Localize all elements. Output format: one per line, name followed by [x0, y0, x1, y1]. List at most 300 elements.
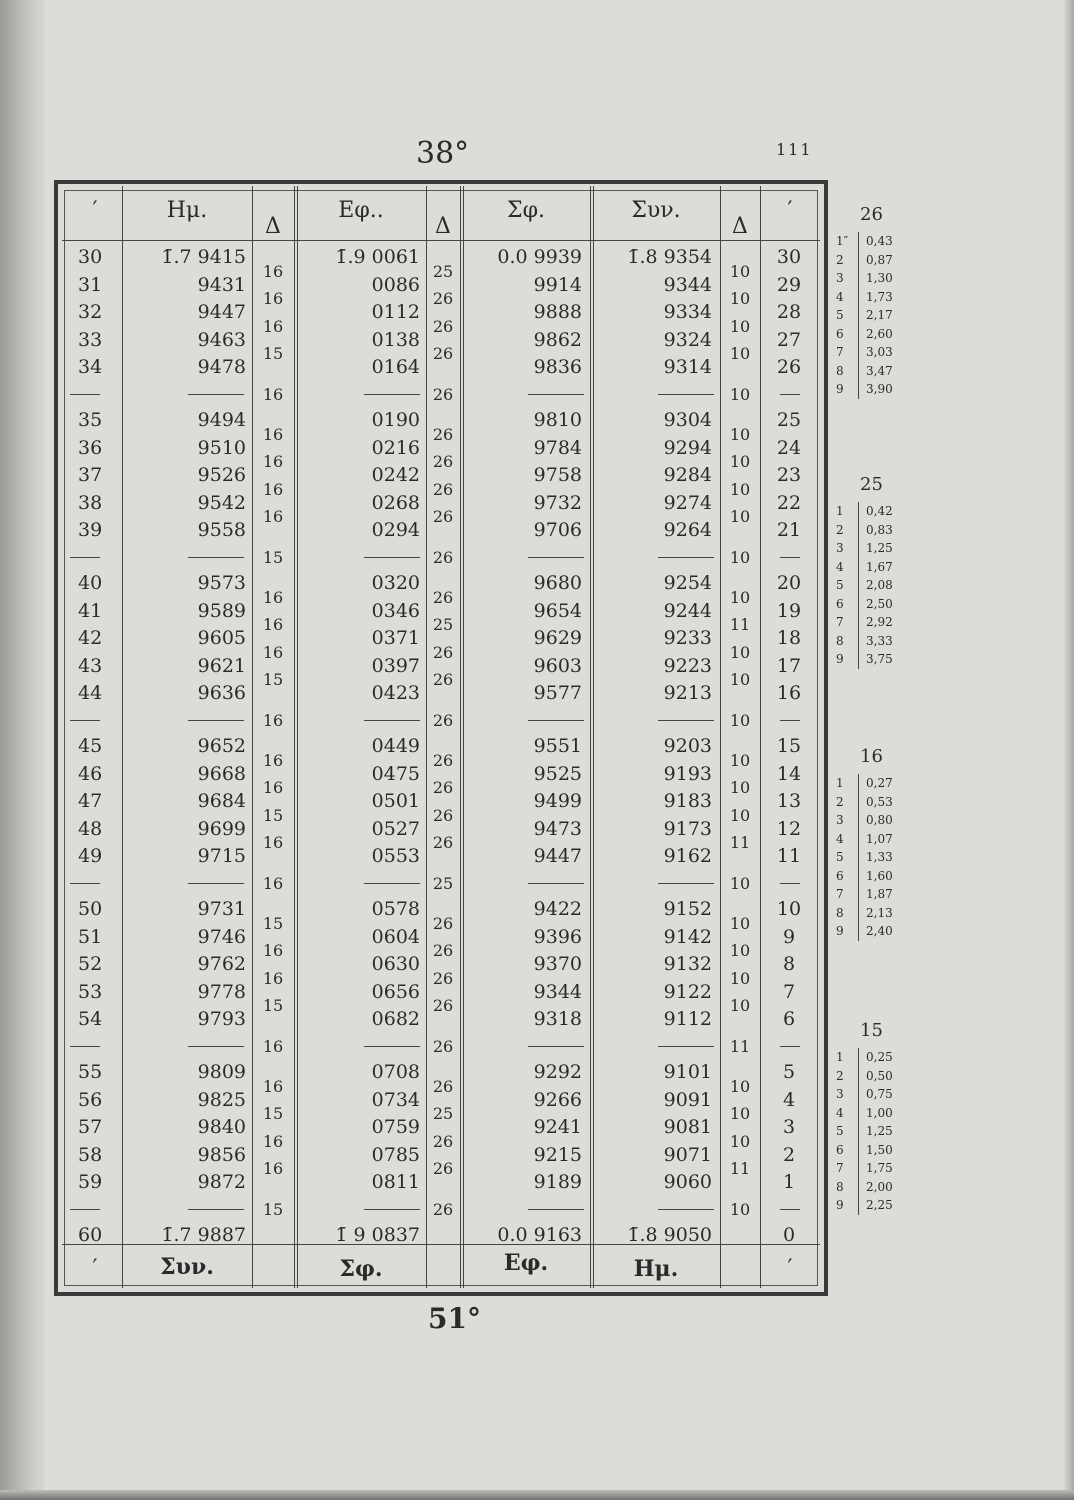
page-edge-left [0, 0, 44, 1500]
delta-sin: 16 [262, 968, 284, 988]
minute-right-cell: 28 [776, 301, 802, 323]
pp-value: 1,33 [866, 850, 893, 864]
group-separator [658, 1046, 714, 1047]
cos-cell: 9183 [663, 790, 712, 812]
delta-tan: 25 [432, 261, 454, 281]
group-separator [658, 720, 714, 721]
cot-cell: 9370 [533, 953, 582, 975]
tan-cell: 0164 [371, 356, 420, 378]
pp-value: 1,67 [866, 559, 893, 574]
sin-cell: 9715 [197, 845, 246, 867]
pp-value: 2,00 [866, 1179, 893, 1194]
group-separator [364, 720, 420, 721]
sin-cell: 9793 [197, 1008, 246, 1030]
cot-cell: 9318 [533, 1008, 582, 1030]
pp-title: 25 [860, 474, 883, 495]
cot-cell: 9914 [533, 273, 582, 296]
delta-tan: 26 [432, 507, 454, 527]
cos-cell: 9112 [663, 1008, 712, 1030]
sin-cell: 9431 [197, 273, 246, 296]
delta-cos: 10 [729, 750, 751, 770]
cot-cell: 9888 [533, 301, 582, 323]
sin-cell: 9762 [197, 953, 246, 975]
minute-right-cell: 9 [782, 925, 796, 948]
delta-cos: 10 [729, 968, 751, 988]
delta-tan: 26 [432, 384, 454, 404]
pp-index: 3 [836, 1087, 844, 1101]
delta-sin: 16 [262, 833, 284, 853]
pp-rule [858, 232, 859, 399]
group-separator [70, 1046, 100, 1047]
minute-cell: 50 [78, 898, 103, 920]
delta-tan: 26 [432, 1131, 454, 1151]
pp-index: 8 [836, 1179, 844, 1194]
delta-sin: 16 [262, 587, 284, 607]
group-separator [780, 883, 800, 884]
minute-cell: 58 [78, 1143, 103, 1166]
delta-cos: 10 [729, 384, 751, 404]
cos-cell: 9274 [663, 491, 712, 514]
pp-value: 0,43 [866, 234, 893, 248]
pp-value: 0,83 [866, 522, 893, 537]
delta-tan: 26 [432, 587, 454, 607]
minute-right-cell: 30 [776, 246, 802, 268]
delta-sin: 16 [262, 424, 284, 444]
tan-cell: 0553 [371, 845, 420, 867]
bottom-degree: 51° [428, 1302, 481, 1335]
sin-cell: 9447 [197, 301, 246, 323]
header-delta: Δ [732, 214, 748, 239]
pp-value: 0,42 [866, 504, 893, 518]
sin-cell: 9825 [197, 1088, 246, 1111]
minute-right-cell: 2 [782, 1143, 796, 1166]
delta-sin: 15 [262, 805, 284, 825]
tan-cell: 0604 [371, 925, 420, 948]
sin-cell: 9731 [197, 898, 246, 920]
minute-cell: 48 [78, 817, 103, 840]
pp-value: 0,80 [866, 813, 893, 827]
header-minute-right: ′ [787, 198, 793, 223]
pp-index: 7 [836, 345, 844, 359]
cot-cell: 9499 [533, 790, 582, 812]
minute-cell: 43 [78, 654, 103, 677]
minute-right-cell: 10 [776, 898, 802, 920]
delta-tan: 25 [432, 615, 454, 635]
delta-tan: 26 [432, 1076, 454, 1096]
group-separator [528, 883, 584, 884]
minute-cell: 34 [78, 356, 103, 378]
delta-sin: 16 [262, 507, 284, 527]
pp-value: 3,90 [866, 382, 893, 396]
tan-cell: 0190 [371, 409, 420, 431]
group-separator [528, 394, 584, 395]
group-separator [528, 1209, 584, 1210]
col-rule [252, 186, 253, 1288]
tan-cell: 0423 [371, 682, 420, 704]
tan-cell: 0734 [371, 1088, 420, 1111]
minute-right-cell: 25 [776, 409, 802, 431]
cos-cell: 9233 [663, 627, 712, 649]
header-cot: Σφ. [507, 198, 545, 223]
sin-cell: 9573 [197, 572, 246, 594]
pp-value: 3,33 [866, 633, 893, 648]
pp-value: 2,13 [866, 905, 893, 920]
cot-cell: 9862 [533, 328, 582, 351]
tan-cell: 0371 [371, 627, 420, 649]
minute-right-cell: 16 [776, 682, 802, 704]
pp-title: 16 [860, 746, 883, 767]
delta-tan: 26 [432, 968, 454, 988]
pp-value: 0,27 [866, 776, 893, 790]
header-cos: Συν. [631, 198, 681, 223]
delta-sin: 15 [262, 996, 284, 1016]
minute-cell: 40 [78, 572, 103, 594]
cos-cell: 9294 [663, 436, 712, 459]
minute-right-cell: 24 [776, 436, 802, 459]
minute-cell: 52 [78, 953, 103, 975]
sin-cell: 9840 [197, 1116, 246, 1138]
cos-cell: 9213 [663, 682, 712, 704]
delta-tan: 26 [432, 642, 454, 662]
minute-cell: 57 [78, 1116, 103, 1138]
delta-sin: 16 [262, 778, 284, 798]
pp-value: 2,08 [866, 578, 893, 592]
tan-cell: 0320 [371, 572, 420, 594]
header-tan: Εφ.. [338, 198, 384, 223]
pp-value: 3,03 [866, 345, 893, 359]
delta-sin: 15 [262, 1104, 284, 1124]
pp-value: 1,00 [866, 1105, 893, 1120]
minute-right-cell: 7 [782, 980, 796, 1003]
footer-minute-right: ′ [787, 1256, 793, 1281]
cos-cell: 1̄.8 9050 [627, 1224, 712, 1246]
delta-tan: 26 [432, 479, 454, 499]
pp-value: 0,53 [866, 794, 893, 809]
minute-right-cell: 27 [776, 328, 802, 351]
pp-index: 6 [836, 1142, 844, 1157]
cot-cell: 9603 [533, 654, 582, 677]
delta-cos: 11 [729, 1159, 751, 1179]
tan-cell: 0708 [371, 1061, 420, 1083]
delta-cos: 10 [729, 1076, 751, 1096]
delta-sin: 16 [262, 479, 284, 499]
sin-cell: 9558 [197, 519, 246, 541]
delta-cos: 10 [729, 261, 751, 281]
minute-right-cell: 12 [776, 817, 802, 840]
pp-title: 26 [860, 204, 883, 225]
cot-cell: 9629 [533, 627, 582, 649]
tan-cell: 0656 [371, 980, 420, 1003]
pp-value: 2,17 [866, 308, 893, 322]
pp-value: 1,75 [866, 1161, 893, 1175]
group-separator [364, 1209, 420, 1210]
sin-cell: 9856 [197, 1143, 246, 1166]
group-separator [658, 557, 714, 558]
tan-cell: 1̄.9 0061 [335, 246, 420, 268]
group-separator [364, 1046, 420, 1047]
col-rule [122, 186, 123, 1288]
cos-cell: 9193 [663, 762, 712, 785]
pp-index: 9 [836, 1198, 844, 1212]
minute-cell: 55 [78, 1061, 103, 1083]
delta-tan: 26 [432, 710, 454, 730]
sin-cell: 9463 [197, 328, 246, 351]
group-separator [528, 720, 584, 721]
delta-cos: 10 [729, 710, 751, 730]
pp-index: 8 [836, 633, 844, 648]
delta-sin: 16 [262, 289, 284, 309]
minute-right-cell: 8 [782, 953, 796, 975]
minute-right-cell: 5 [782, 1061, 796, 1083]
delta-tan: 26 [432, 316, 454, 336]
tan-cell: 0138 [371, 328, 420, 351]
header-rule [62, 240, 820, 241]
minute-cell: 56 [78, 1088, 103, 1111]
tan-cell: 0475 [371, 762, 420, 785]
minute-right-cell: 18 [776, 627, 802, 649]
delta-cos: 10 [729, 642, 751, 662]
delta-tan: 26 [432, 670, 454, 690]
pp-value: 1,07 [866, 831, 893, 846]
cos-cell: 9091 [663, 1088, 712, 1111]
minute-right-cell: 15 [776, 735, 802, 757]
delta-tan: 26 [432, 913, 454, 933]
delta-sin: 16 [262, 452, 284, 472]
minute-cell: 59 [78, 1171, 103, 1193]
delta-tan: 26 [432, 778, 454, 798]
minute-cell: 53 [78, 980, 103, 1003]
delta-sin: 16 [262, 1076, 284, 1096]
col-rule [426, 186, 427, 1288]
pp-value: 1,50 [866, 1142, 893, 1157]
header-sin: Ημ. [166, 198, 208, 223]
pp-index: 3 [836, 813, 844, 827]
delta-tan: 26 [432, 452, 454, 472]
delta-tan: 26 [432, 1159, 454, 1179]
pp-index: 6 [836, 326, 844, 341]
delta-sin: 15 [262, 1199, 284, 1219]
pp-index: 2 [836, 794, 844, 809]
minute-cell: 54 [78, 1008, 103, 1030]
minute-cell: 42 [78, 627, 103, 649]
tan-cell: 0216 [371, 436, 420, 459]
cos-cell: 9314 [663, 356, 712, 378]
delta-cos: 10 [729, 805, 751, 825]
pp-index: 6 [836, 868, 844, 883]
minute-cell: 46 [78, 762, 103, 785]
cos-cell: 9060 [663, 1171, 712, 1193]
pp-value: 0,87 [866, 252, 893, 267]
pp-value: 2,50 [866, 596, 893, 611]
col-rule [720, 186, 721, 1288]
sin-cell: 9605 [197, 627, 246, 649]
cot-cell: 9422 [533, 898, 582, 920]
group-separator [780, 557, 800, 558]
cot-cell: 9758 [533, 464, 582, 486]
group-separator [780, 720, 800, 721]
delta-cos: 11 [729, 833, 751, 853]
minute-right-cell: 1 [782, 1171, 796, 1193]
delta-sin: 16 [262, 710, 284, 730]
group-separator [70, 557, 100, 558]
minute-cell: 44 [78, 682, 103, 704]
minute-cell: 45 [78, 735, 103, 757]
delta-sin: 16 [262, 873, 284, 893]
cot-cell: 0.0 9163 [497, 1224, 582, 1246]
cos-cell: 9162 [663, 845, 712, 867]
delta-sin: 16 [262, 1131, 284, 1151]
minute-cell: 49 [78, 845, 103, 867]
minute-right-cell: 19 [776, 599, 802, 622]
minute-cell: 33 [78, 328, 103, 351]
cos-cell: 9244 [663, 599, 712, 622]
cos-cell: 9324 [663, 328, 712, 351]
sin-cell: 9621 [197, 654, 246, 677]
cos-cell: 9071 [663, 1143, 712, 1166]
pp-title: 15 [860, 1020, 883, 1041]
pp-index: 9 [836, 652, 844, 666]
tan-cell: 0811 [371, 1171, 420, 1193]
cos-cell: 9173 [663, 817, 712, 840]
cot-cell: 9810 [533, 409, 582, 431]
tan-cell: 0112 [371, 301, 420, 323]
footer-cos: Συν. [160, 1254, 214, 1280]
cos-cell: 9223 [663, 654, 712, 677]
minute-right-cell: 4 [782, 1088, 796, 1111]
sin-cell: 9778 [197, 980, 246, 1003]
tan-cell: 0242 [371, 464, 420, 486]
minute-cell: 31 [78, 273, 103, 296]
minute-cell: 39 [78, 519, 103, 541]
cos-cell: 9264 [663, 519, 712, 541]
delta-tan: 26 [432, 805, 454, 825]
delta-sin: 16 [262, 941, 284, 961]
group-separator [188, 883, 244, 884]
top-degree: 38° [416, 136, 470, 171]
page-edge-right [1064, 0, 1074, 1500]
pp-value: 1,87 [866, 887, 893, 901]
pp-value: 0,50 [866, 1068, 893, 1083]
cot-cell: 9344 [533, 980, 582, 1003]
group-separator [188, 720, 244, 721]
tan-cell: 0086 [371, 273, 420, 296]
minute-cell: 47 [78, 790, 103, 812]
cot-cell: 9189 [533, 1171, 582, 1193]
cot-cell: 9266 [533, 1088, 582, 1111]
sin-cell: 9478 [197, 356, 246, 378]
pp-index: 4 [836, 1105, 844, 1120]
pp-index: 9 [836, 924, 844, 938]
pp-value: 1,60 [866, 868, 893, 883]
delta-cos: 10 [729, 1104, 751, 1124]
tan-cell: 0397 [371, 654, 420, 677]
cos-cell: 9122 [663, 980, 712, 1003]
minute-right-cell: 29 [776, 273, 802, 296]
pp-index: 5 [836, 1124, 844, 1138]
tan-cell: 0294 [371, 519, 420, 541]
delta-cos: 10 [729, 873, 751, 893]
sin-cell: 9589 [197, 599, 246, 622]
pp-value: 2,25 [866, 1198, 893, 1212]
delta-cos: 10 [729, 1199, 751, 1219]
delta-tan: 25 [432, 1104, 454, 1124]
header-minute: ′ [92, 198, 98, 223]
tan-cell: 0501 [371, 790, 420, 812]
pp-index: 8 [836, 363, 844, 378]
pp-index: 2 [836, 1068, 844, 1083]
cot-cell: 9577 [533, 682, 582, 704]
sin-cell: 1̄.7 9887 [161, 1224, 246, 1246]
pp-index: 1 [836, 776, 844, 790]
footer-cot: Σφ. [339, 1256, 383, 1282]
cot-cell: 9706 [533, 519, 582, 541]
delta-sin: 15 [262, 547, 284, 567]
group-separator [658, 883, 714, 884]
cot-cell: 0.0 9939 [497, 246, 582, 268]
delta-cos: 10 [729, 344, 751, 364]
pp-index: 5 [836, 850, 844, 864]
delta-cos: 11 [729, 615, 751, 635]
header-delta: Δ [265, 214, 281, 239]
cot-cell: 9447 [533, 845, 582, 867]
cot-cell: 9551 [533, 735, 582, 757]
footer-minute: ′ [92, 1256, 98, 1281]
pp-value: 3,75 [866, 652, 893, 666]
footer-sin: Ημ. [633, 1256, 679, 1282]
group-separator [528, 1046, 584, 1047]
group-separator [188, 1209, 244, 1210]
pp-index: 1 [836, 504, 844, 518]
pp-value: 2,60 [866, 326, 893, 341]
group-separator [658, 394, 714, 395]
delta-sin: 15 [262, 913, 284, 933]
cos-cell: 9344 [663, 273, 712, 296]
pp-index: 3 [836, 541, 844, 555]
minute-right-cell: 22 [776, 491, 802, 514]
delta-cos: 10 [729, 996, 751, 1016]
pp-index: 2 [836, 252, 844, 267]
delta-cos: 10 [729, 778, 751, 798]
delta-cos: 10 [729, 424, 751, 444]
cot-cell: 9680 [533, 572, 582, 594]
delta-tan: 26 [432, 289, 454, 309]
delta-sin: 16 [262, 750, 284, 770]
group-separator [70, 883, 100, 884]
delta-cos: 10 [729, 479, 751, 499]
delta-sin: 16 [262, 1159, 284, 1179]
pp-index: 9 [836, 382, 844, 396]
delta-cos: 10 [729, 587, 751, 607]
minute-right-cell: 20 [776, 572, 802, 594]
delta-tan: 26 [432, 833, 454, 853]
cos-cell: 1̄.8 9354 [627, 246, 712, 268]
minute-cell: 36 [78, 436, 103, 459]
pp-index: 1″ [836, 234, 849, 248]
delta-tan: 26 [432, 1036, 454, 1056]
delta-cos: 10 [729, 452, 751, 472]
sin-cell: 9809 [197, 1061, 246, 1083]
group-separator [188, 1046, 244, 1047]
pp-value: 2,92 [866, 615, 893, 629]
group-separator [364, 394, 420, 395]
delta-tan: 26 [432, 750, 454, 770]
pp-index: 7 [836, 1161, 844, 1175]
cos-cell: 9132 [663, 953, 712, 975]
sin-cell: 9668 [197, 762, 246, 785]
pp-index: 6 [836, 596, 844, 611]
pp-value: 0,25 [866, 1050, 893, 1064]
pp-rule [858, 774, 859, 941]
